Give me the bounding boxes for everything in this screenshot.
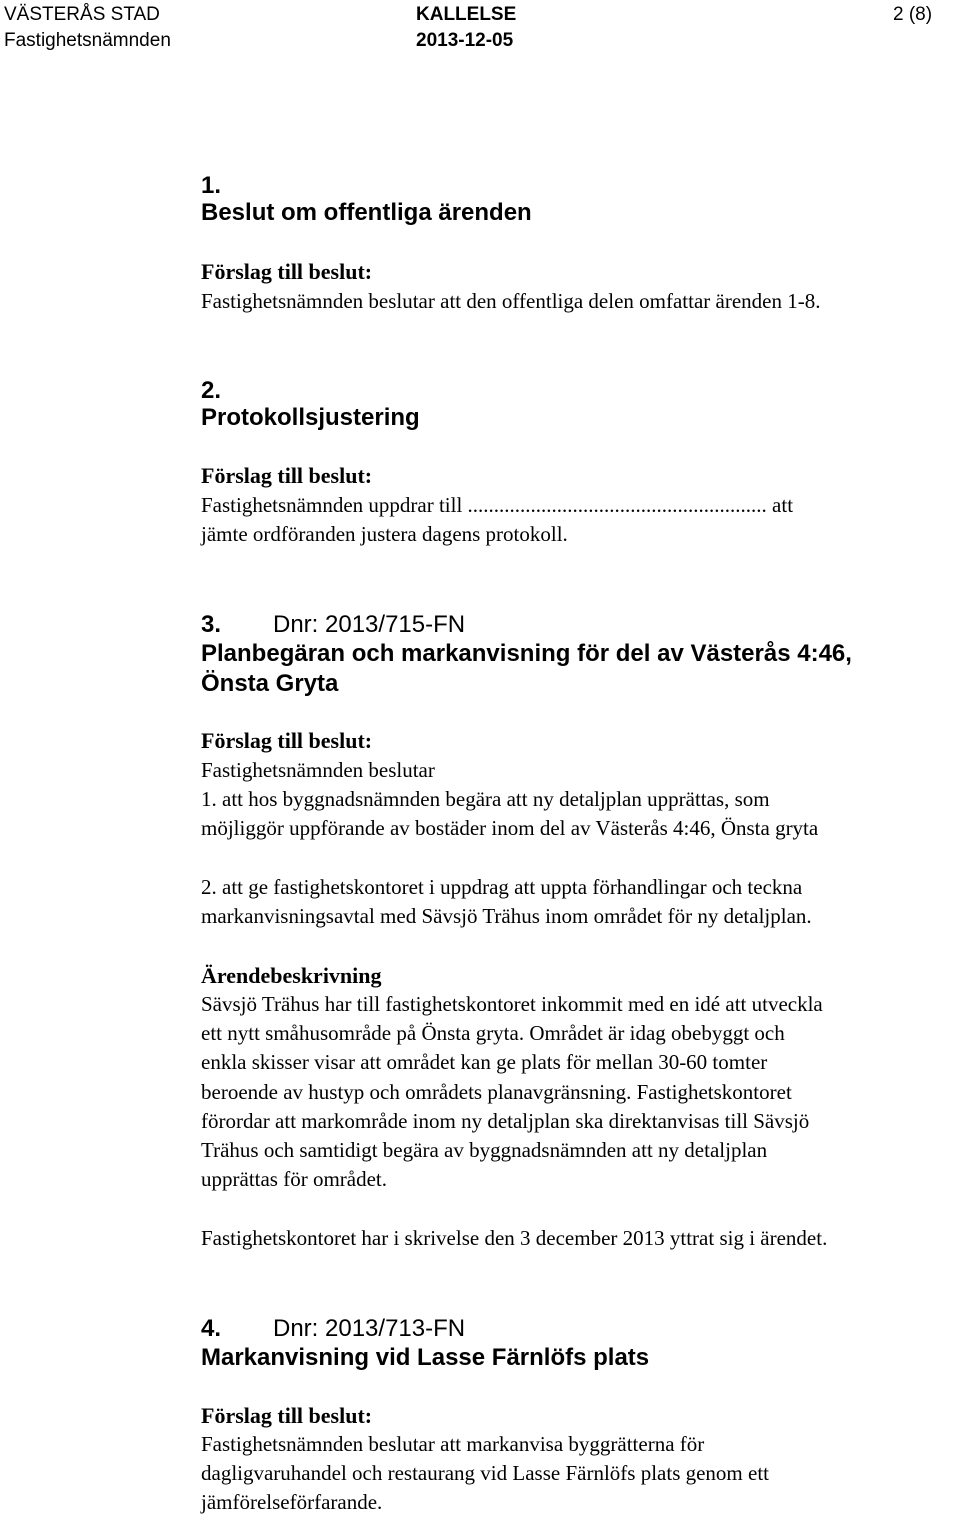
org-name: VÄSTERÅS STAD <box>4 4 160 25</box>
proposal-text: 1. att hos byggnadsnämnden begära att ny detaljplan upprättas, som <box>201 787 770 811</box>
proposal-text: Fastighetsnämnden beslutar att den offentliga delen omfattar ärenden 1-8. <box>201 289 821 313</box>
proposal-text: Fastighetsnämnden beslutar <box>201 758 435 782</box>
description-text: upprättas för området. <box>201 1167 388 1191</box>
description-text: förordar att markområde inom ny detaljplan ska direktanvisas till Sävsjö <box>201 1109 810 1133</box>
item-title: Beslut om offentliga ärenden <box>201 199 532 226</box>
proposal-text: Fastighetsnämnden beslutar att markanvisa byggrätterna för <box>201 1432 705 1456</box>
item-number: 4. <box>201 1315 222 1342</box>
item-number: 1. <box>201 172 222 199</box>
proposal-text: jämte ordföranden justera dagens protokoll. <box>201 522 568 546</box>
item-title: Önsta Gryta <box>201 670 339 697</box>
proposal-label: Förslag till beslut: <box>201 463 373 488</box>
proposal-label: Förslag till beslut: <box>201 728 373 753</box>
description-text: enkla skisser visar att området kan ge plats för mellan 30-60 tomter <box>201 1050 768 1074</box>
item-number: 3. <box>201 611 222 638</box>
note-text: Fastighetskontoret har i skrivelse den 3 december 2013 yttrat sig i ärendet. <box>201 1226 828 1250</box>
item-number: 2. <box>201 377 222 404</box>
item-title: Protokollsjustering <box>201 404 420 431</box>
proposal-text: dagligvaruhandel och restaurang vid Lasse Färnlöfs plats genom ett <box>201 1461 770 1485</box>
proposal-text: Fastighetsnämnden uppdrar till ......................................................... att <box>201 493 794 517</box>
description-text: Trähus och samtidigt begära av byggnadsnämnden att ny detaljplan <box>201 1138 768 1162</box>
case-number: Dnr: 2013/713-FN <box>273 1315 466 1342</box>
case-number: Dnr: 2013/715-FN <box>273 611 466 638</box>
proposal-label: Förslag till beslut: <box>201 1403 373 1428</box>
item-title: Markanvisning vid Lasse Färnlöfs plats <box>201 1344 650 1371</box>
doc-date: 2013-12-05 <box>416 30 514 51</box>
description-text: beroende av hustyp och områdets planavgränsning. Fastighetskontoret <box>201 1080 792 1104</box>
proposal-text: jämförelseförfarande. <box>201 1490 383 1514</box>
proposal-text: markanvisningsavtal med Sävsjö Trähus inom området för ny detaljplan. <box>201 904 812 928</box>
department: Fastighetsnämnden <box>4 30 171 51</box>
proposal-text: 2. att ge fastighetskontoret i uppdrag att uppta förhandlingar och teckna <box>201 875 803 899</box>
doc-type: KALLELSE <box>416 4 517 25</box>
description-text: ett nytt småhusområde på Önsta gryta. Området är idag obebyggt och <box>201 1021 785 1045</box>
description-label: Ärendebeskrivning <box>201 963 382 988</box>
proposal-label: Förslag till beslut: <box>201 259 373 284</box>
page-number: 2 (8) <box>893 4 933 25</box>
item-title: Planbegäran och markanvisning för del av Västerås 4:46, <box>201 640 852 667</box>
description-text: Sävsjö Trähus har till fastighetskontoret inkommit med en idé att utveckla <box>201 992 823 1016</box>
proposal-text: möjliggör uppförande av bostäder inom del av Västerås 4:46, Önsta gryta <box>201 816 819 840</box>
